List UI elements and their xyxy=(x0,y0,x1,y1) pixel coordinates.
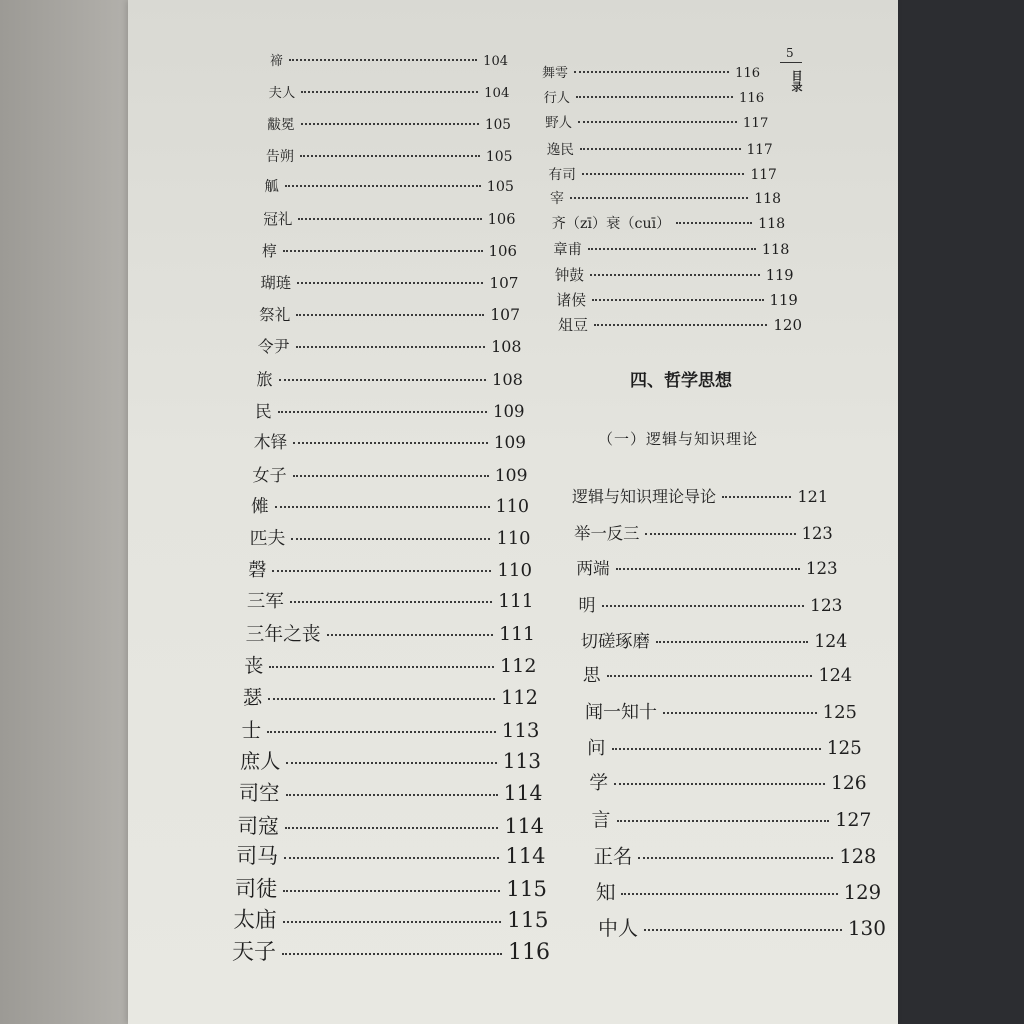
toc-entry-term: 民 xyxy=(255,401,272,421)
toc-leader-dots xyxy=(296,314,484,316)
toc-entry-term: 司空 xyxy=(238,780,280,805)
toc-entry xyxy=(239,777,543,806)
toc-entry xyxy=(598,912,886,941)
toc-entry-term: 两端 xyxy=(576,559,610,579)
toc-entry-term: 旅 xyxy=(256,370,273,390)
toc-entry xyxy=(255,398,524,422)
toc-entry-term: 傩 xyxy=(251,496,269,517)
toc-entry xyxy=(248,556,532,582)
toc-entry-page: 129 xyxy=(843,881,882,905)
toc-entry-term: 有司 xyxy=(548,166,576,183)
toc-entry xyxy=(236,840,545,870)
toc-entry xyxy=(555,264,794,285)
toc-leader-dots xyxy=(612,748,821,750)
toc-entry-page: 117 xyxy=(746,141,773,158)
toc-leader-dots xyxy=(296,346,486,348)
toc-leader-dots xyxy=(278,411,487,413)
toc-entry-term: 黻冕 xyxy=(267,117,295,134)
toc-entry-page: 113 xyxy=(501,718,540,742)
toc-entry xyxy=(240,745,541,774)
toc-entry-term: 禘 xyxy=(270,54,284,69)
toc-leader-dots xyxy=(301,91,478,93)
toc-entry-page: 124 xyxy=(814,631,848,652)
toc-entry xyxy=(544,87,765,106)
toc-entry-page: 114 xyxy=(503,780,543,805)
toc-entry xyxy=(572,484,828,507)
toc-entry-term: 明 xyxy=(578,596,596,616)
toc-entry-page: 124 xyxy=(818,666,853,687)
toc-entry-term: 夫人 xyxy=(268,85,296,101)
toc-leader-dots xyxy=(621,893,837,895)
toc-entry-term: 学 xyxy=(589,773,608,795)
toc-leader-dots xyxy=(301,123,479,125)
toc-leader-dots xyxy=(275,506,490,508)
toc-leader-dots xyxy=(327,634,494,636)
toc-entry xyxy=(237,809,544,839)
page-number: 5 xyxy=(786,46,794,60)
toc-leader-dots xyxy=(291,538,490,540)
toc-leader-dots xyxy=(268,698,495,700)
toc-entry-page: 123 xyxy=(801,523,833,543)
toc-leader-dots xyxy=(286,794,498,796)
toc-leader-dots xyxy=(300,155,480,157)
toc-entry-term: 齐（zī）衰（cuī） xyxy=(551,216,671,233)
toc-entry-term: 告朔 xyxy=(265,148,294,165)
toc-entry-term: 三军 xyxy=(246,591,284,613)
toc-entry-term: 木铎 xyxy=(253,432,288,453)
toc-entry xyxy=(592,805,872,832)
subsection-heading: （一）逻辑与知识理论 xyxy=(598,430,759,448)
toc-entry xyxy=(252,461,527,486)
toc-leader-dots xyxy=(269,666,494,668)
toc-leader-dots xyxy=(588,248,756,250)
toc-entry-page: 104 xyxy=(483,54,508,69)
toc-entry-term: 问 xyxy=(587,737,606,759)
toc-leader-dots xyxy=(656,641,808,643)
toc-leader-dots xyxy=(283,250,483,252)
background-left xyxy=(0,0,132,1024)
section-heading: 四、哲学思想 xyxy=(630,371,732,391)
toc-entry-term: 觚 xyxy=(264,179,279,196)
toc-entry-page: 105 xyxy=(486,179,514,196)
toc-entry-page: 128 xyxy=(839,844,877,868)
toc-entry-page: 117 xyxy=(750,166,777,183)
toc-leader-dots xyxy=(578,121,737,123)
toc-entry-term: 诸侯 xyxy=(556,291,586,309)
toc-entry-page: 127 xyxy=(835,809,872,831)
toc-entry-term: 士 xyxy=(241,718,262,742)
toc-entry-term: 正名 xyxy=(593,844,633,868)
toc-leader-dots xyxy=(574,71,729,73)
toc-leader-dots xyxy=(279,379,486,381)
toc-entry-page: 114 xyxy=(505,843,546,869)
toc-entry xyxy=(596,876,881,905)
toc-entry-term: 瑚琏 xyxy=(260,274,291,293)
toc-entry-term: 野人 xyxy=(545,116,572,132)
toc-entry-term: 言 xyxy=(591,809,611,831)
toc-entry xyxy=(251,493,529,518)
toc-entry-page: 121 xyxy=(797,487,828,506)
toc-entry-page: 104 xyxy=(484,85,510,101)
toc-entry xyxy=(267,113,511,133)
running-head: 目录 xyxy=(790,70,803,92)
background-right xyxy=(889,0,1024,1024)
toc-entry xyxy=(263,208,515,229)
toc-entry xyxy=(254,429,526,453)
toc-entry-page: 123 xyxy=(805,559,838,579)
toc-entry-page: 109 xyxy=(493,432,526,453)
toc-entry-term: 磬 xyxy=(248,559,267,581)
toc-entry-term: 令尹 xyxy=(257,337,290,357)
toc-entry-term: 司寇 xyxy=(237,813,279,838)
toc-entry-term: 俎豆 xyxy=(558,316,589,334)
toc-entry xyxy=(233,903,548,934)
toc-entry-page: 118 xyxy=(758,216,786,233)
toc-entry-page: 120 xyxy=(773,316,802,334)
toc-entry xyxy=(232,935,550,966)
toc-entry-page: 111 xyxy=(498,591,534,613)
toc-entry-page: 125 xyxy=(822,702,857,723)
toc-entry-term: 冠礼 xyxy=(263,211,293,229)
toc-leader-dots xyxy=(267,731,496,733)
toc-entry xyxy=(547,138,773,158)
toc-entry xyxy=(265,176,514,196)
toc-entry-page: 116 xyxy=(739,91,765,107)
toc-leader-dots xyxy=(283,921,501,923)
toc-entry-page: 123 xyxy=(810,596,843,616)
toc-entry-term: 司徒 xyxy=(234,876,278,902)
toc-leader-dots xyxy=(638,857,833,859)
toc-entry-page: 116 xyxy=(735,66,760,81)
toc-leader-dots xyxy=(645,533,795,535)
toc-leader-dots xyxy=(286,762,496,764)
toc-leader-dots xyxy=(283,890,500,892)
toc-entry xyxy=(246,619,535,646)
toc-leader-dots xyxy=(293,442,487,444)
toc-entry xyxy=(587,734,862,760)
toc-entry-term: 椁 xyxy=(261,241,277,260)
toc-entry xyxy=(235,872,547,903)
toc-entry-page: 118 xyxy=(754,191,781,207)
toc-leader-dots xyxy=(580,148,741,150)
toc-entry-term: 章甫 xyxy=(553,242,582,259)
toc-entry-term: 钟鼓 xyxy=(554,266,584,284)
toc-leader-dots xyxy=(617,820,830,822)
toc-entry xyxy=(247,587,534,613)
toc-entry xyxy=(581,627,848,652)
toc-entry xyxy=(553,238,789,259)
toc-entry-page: 115 xyxy=(506,876,547,902)
toc-entry-page: 113 xyxy=(502,749,541,774)
toc-entry xyxy=(558,314,802,335)
toc-entry-term: 匹夫 xyxy=(249,528,286,550)
toc-leader-dots xyxy=(602,605,805,607)
toc-entry xyxy=(574,520,833,544)
toc-entry-term: 逸民 xyxy=(546,141,574,158)
toc-entry xyxy=(589,769,866,795)
toc-entry xyxy=(548,163,776,183)
toc-entry-page: 119 xyxy=(769,291,798,309)
toc-entry-page: 111 xyxy=(499,623,535,645)
toc-entry-term: 天子 xyxy=(232,940,277,965)
toc-entry xyxy=(556,289,797,310)
toc-entry-term: 中人 xyxy=(598,916,638,940)
toc-entry-page: 108 xyxy=(492,370,523,390)
toc-entry-page: 115 xyxy=(507,908,549,934)
book-page xyxy=(128,0,898,1024)
toc-entry-page: 105 xyxy=(484,117,511,134)
toc-entry xyxy=(243,682,538,710)
toc-entry-page: 110 xyxy=(495,496,529,517)
toc-leader-dots xyxy=(663,712,817,714)
toc-entry-page: 106 xyxy=(487,211,516,229)
toc-entry-term: 舞雩 xyxy=(542,66,569,81)
toc-leader-dots xyxy=(297,282,483,284)
toc-entry-page: 107 xyxy=(490,305,520,324)
toc-entry-page: 130 xyxy=(847,916,886,940)
toc-entry xyxy=(583,662,852,687)
toc-entry-page: 110 xyxy=(496,528,531,550)
toc-leader-dots xyxy=(298,218,481,220)
toc-leader-dots xyxy=(722,496,791,498)
toc-leader-dots xyxy=(570,197,748,199)
toc-leader-dots xyxy=(290,601,492,603)
toc-entry-page: 109 xyxy=(492,401,525,421)
toc-leader-dots xyxy=(272,570,491,572)
toc-entry xyxy=(250,524,531,550)
toc-entry-page: 117 xyxy=(742,116,769,132)
toc-leader-dots xyxy=(284,857,499,859)
toc-entry xyxy=(269,82,510,101)
toc-entry-page: 107 xyxy=(489,274,519,293)
toc-entry xyxy=(261,271,519,293)
toc-leader-dots xyxy=(282,953,502,955)
toc-leader-dots xyxy=(590,274,760,276)
toc-entry-page: 112 xyxy=(500,686,538,710)
toc-entry-page: 119 xyxy=(765,266,794,284)
toc-entry-page: 126 xyxy=(831,773,867,795)
toc-entry-term: 丧 xyxy=(244,653,264,677)
toc-leader-dots xyxy=(285,827,499,829)
toc-entry xyxy=(550,188,781,208)
toc-entry xyxy=(579,591,843,616)
toc-entry-term: 司马 xyxy=(236,843,279,869)
toc-entry-term: 举一反三 xyxy=(574,523,640,543)
toc-entry-term: 闻一知十 xyxy=(585,702,657,723)
toc-entry xyxy=(545,112,768,131)
toc-entry-page: 116 xyxy=(508,940,550,965)
toc-entry xyxy=(259,303,520,325)
toc-entry xyxy=(266,145,513,165)
toc-entry xyxy=(585,698,857,724)
toc-entry-term: 宰 xyxy=(550,191,564,207)
page-number-rule xyxy=(780,62,802,63)
toc-entry xyxy=(576,555,837,579)
toc-leader-dots xyxy=(582,173,744,175)
toc-entry-page: 112 xyxy=(500,653,537,677)
toc-leader-dots xyxy=(614,783,825,785)
toc-entry-page: 108 xyxy=(491,337,522,357)
toc-entry xyxy=(552,213,786,233)
toc-entry xyxy=(242,714,540,743)
toc-entry-term: 切磋琢磨 xyxy=(580,631,650,652)
toc-entry-term: 瑟 xyxy=(242,686,263,710)
toc-entry xyxy=(258,334,522,357)
toc-entry-term: 逻辑与知识理论导论 xyxy=(572,487,717,506)
toc-entry-term: 庶人 xyxy=(240,749,281,774)
toc-entry xyxy=(244,651,536,678)
toc-entry-page: 110 xyxy=(497,559,532,581)
toc-leader-dots xyxy=(594,324,767,326)
toc-entry-page: 125 xyxy=(826,737,862,759)
toc-entry-term: 三年之丧 xyxy=(245,623,321,645)
toc-entry-term: 女子 xyxy=(252,465,287,486)
toc-entry-page: 118 xyxy=(761,242,790,259)
toc-entry-page: 105 xyxy=(485,148,513,165)
toc-entry-page: 114 xyxy=(504,813,544,838)
toc-leader-dots xyxy=(285,185,481,187)
toc-leader-dots xyxy=(289,59,477,61)
toc-entry-term: 太庙 xyxy=(233,908,277,934)
toc-leader-dots xyxy=(616,568,800,570)
toc-entry-term: 思 xyxy=(582,666,601,687)
toc-entry xyxy=(256,366,523,390)
toc-entry-term: 祭礼 xyxy=(259,305,291,324)
toc-entry xyxy=(594,841,877,869)
toc-entry xyxy=(262,240,517,261)
toc-leader-dots xyxy=(293,475,489,477)
toc-entry-page: 109 xyxy=(494,465,528,486)
toc-leader-dots xyxy=(644,929,842,931)
toc-entry-page: 106 xyxy=(488,241,517,260)
toc-entry xyxy=(270,50,508,69)
toc-entry-term: 行人 xyxy=(543,91,570,107)
toc-leader-dots xyxy=(607,675,813,677)
toc-entry-term: 知 xyxy=(595,881,616,905)
toc-leader-dots xyxy=(576,96,733,98)
toc-leader-dots xyxy=(592,299,764,301)
toc-leader-dots xyxy=(676,222,752,224)
toc-entry xyxy=(542,62,760,81)
